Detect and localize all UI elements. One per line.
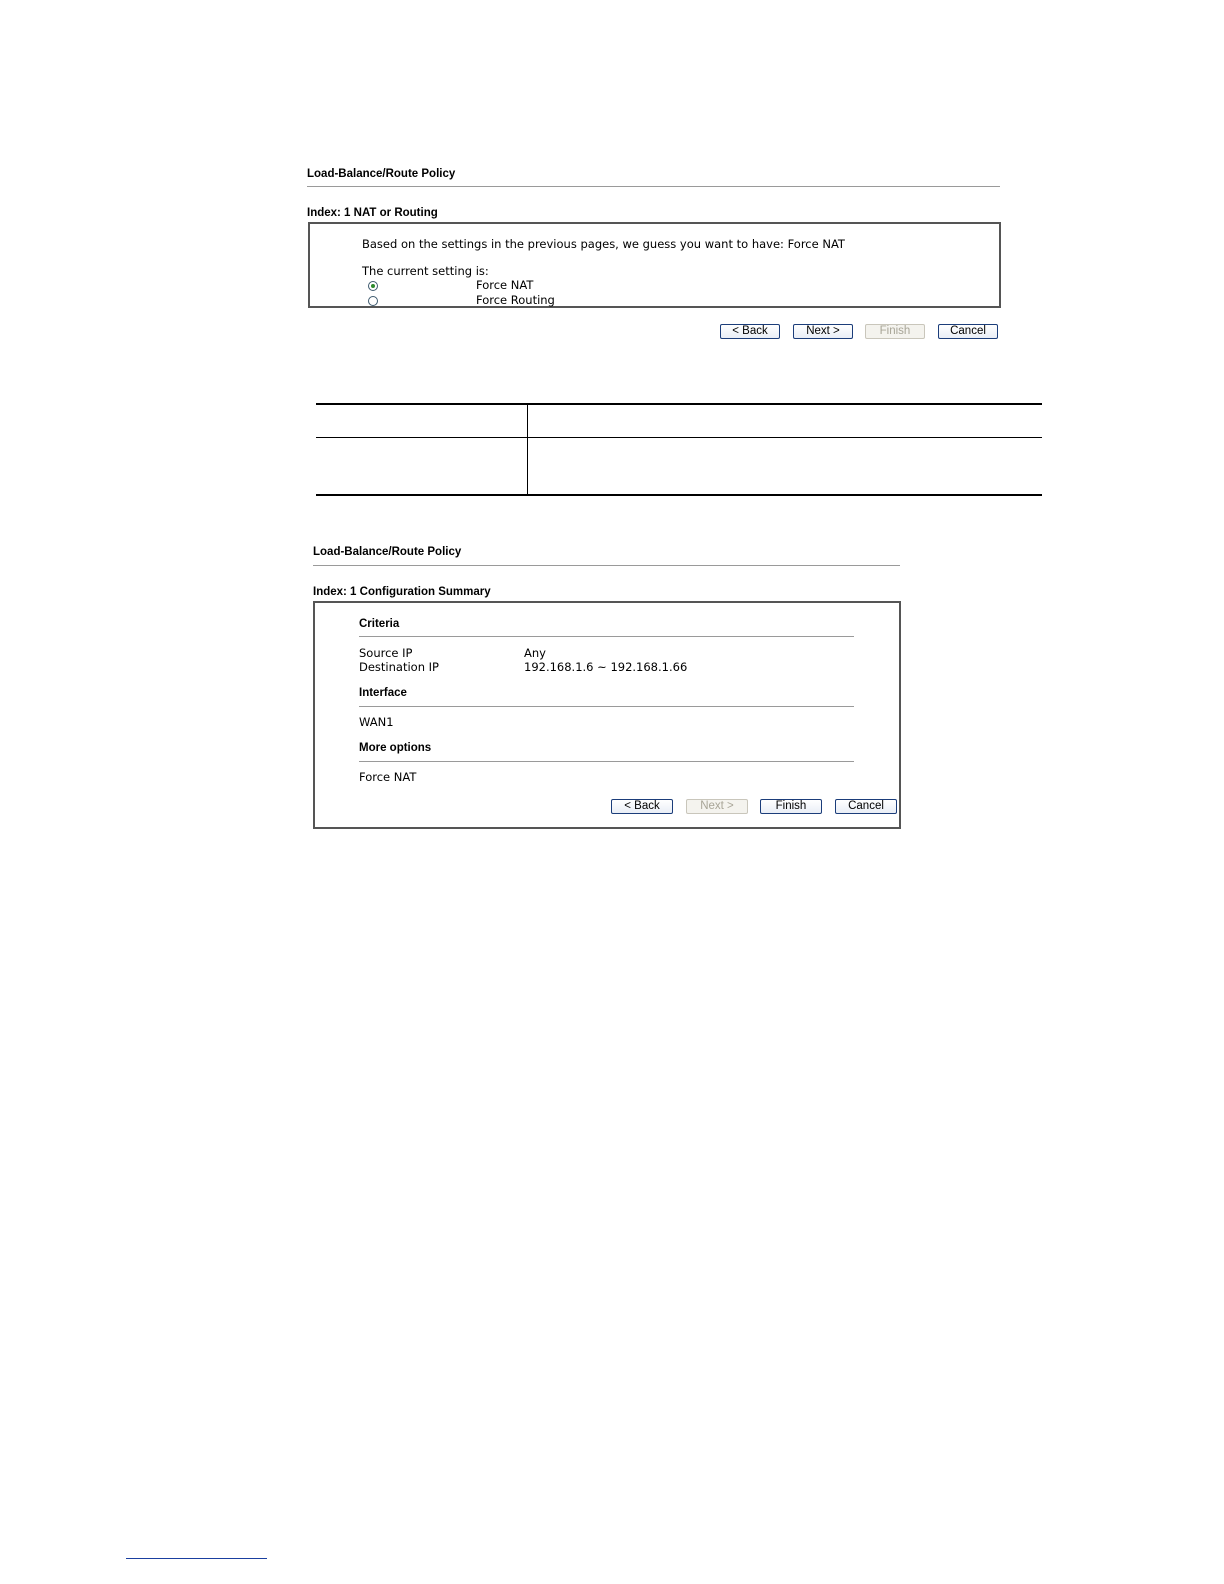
destination-ip-value: 192.168.1.6 ~ 192.168.1.66 (524, 660, 688, 674)
criteria-divider (359, 636, 854, 637)
table-column-divider (527, 404, 528, 495)
finish-button-disabled: Finish (865, 324, 925, 339)
destination-ip-label: Destination IP (359, 660, 439, 674)
force-routing-radio[interactable] (368, 296, 378, 306)
more-options-heading: More options (359, 742, 432, 754)
more-options-value: Force NAT (359, 770, 417, 784)
cancel-button-2[interactable]: Cancel (835, 799, 897, 814)
back-button-2[interactable]: < Back (611, 799, 673, 814)
interface-value: WAN1 (359, 715, 394, 729)
summary-panel (313, 601, 901, 829)
source-ip-value: Any (524, 646, 546, 660)
page-title-2: Load-Balance/Route Policy (313, 546, 462, 558)
title-divider-2 (313, 565, 900, 566)
current-setting-label: The current setting is: (362, 264, 489, 278)
table-top-rule (316, 403, 1042, 405)
next-button[interactable]: Next > (793, 324, 853, 339)
criteria-heading: Criteria (359, 618, 400, 630)
force-nat-radio[interactable] (368, 281, 378, 291)
footer-rule (126, 1558, 267, 1559)
table-header-rule (316, 437, 1042, 438)
guess-text: Based on the settings in the previous pages, we guess you want to have: Force NAT (362, 237, 845, 251)
more-options-divider (359, 761, 854, 762)
page-title: Load-Balance/Route Policy (307, 168, 456, 180)
source-ip-label: Source IP (359, 646, 413, 660)
next-button-disabled: Next > (686, 799, 748, 814)
index-title: Index: 1 NAT or Routing (307, 207, 438, 219)
interface-heading: Interface (359, 687, 407, 699)
finish-button[interactable]: Finish (760, 799, 822, 814)
cancel-button[interactable]: Cancel (938, 324, 998, 339)
interface-divider (359, 706, 854, 707)
table-bottom-rule (316, 494, 1042, 496)
nat-routing-panel (308, 222, 1001, 308)
force-routing-label: Force Routing (476, 293, 555, 307)
force-nat-label: Force NAT (476, 278, 534, 292)
index-title-2: Index: 1 Configuration Summary (313, 586, 491, 598)
back-button[interactable]: < Back (720, 324, 780, 339)
title-divider (307, 186, 1000, 187)
